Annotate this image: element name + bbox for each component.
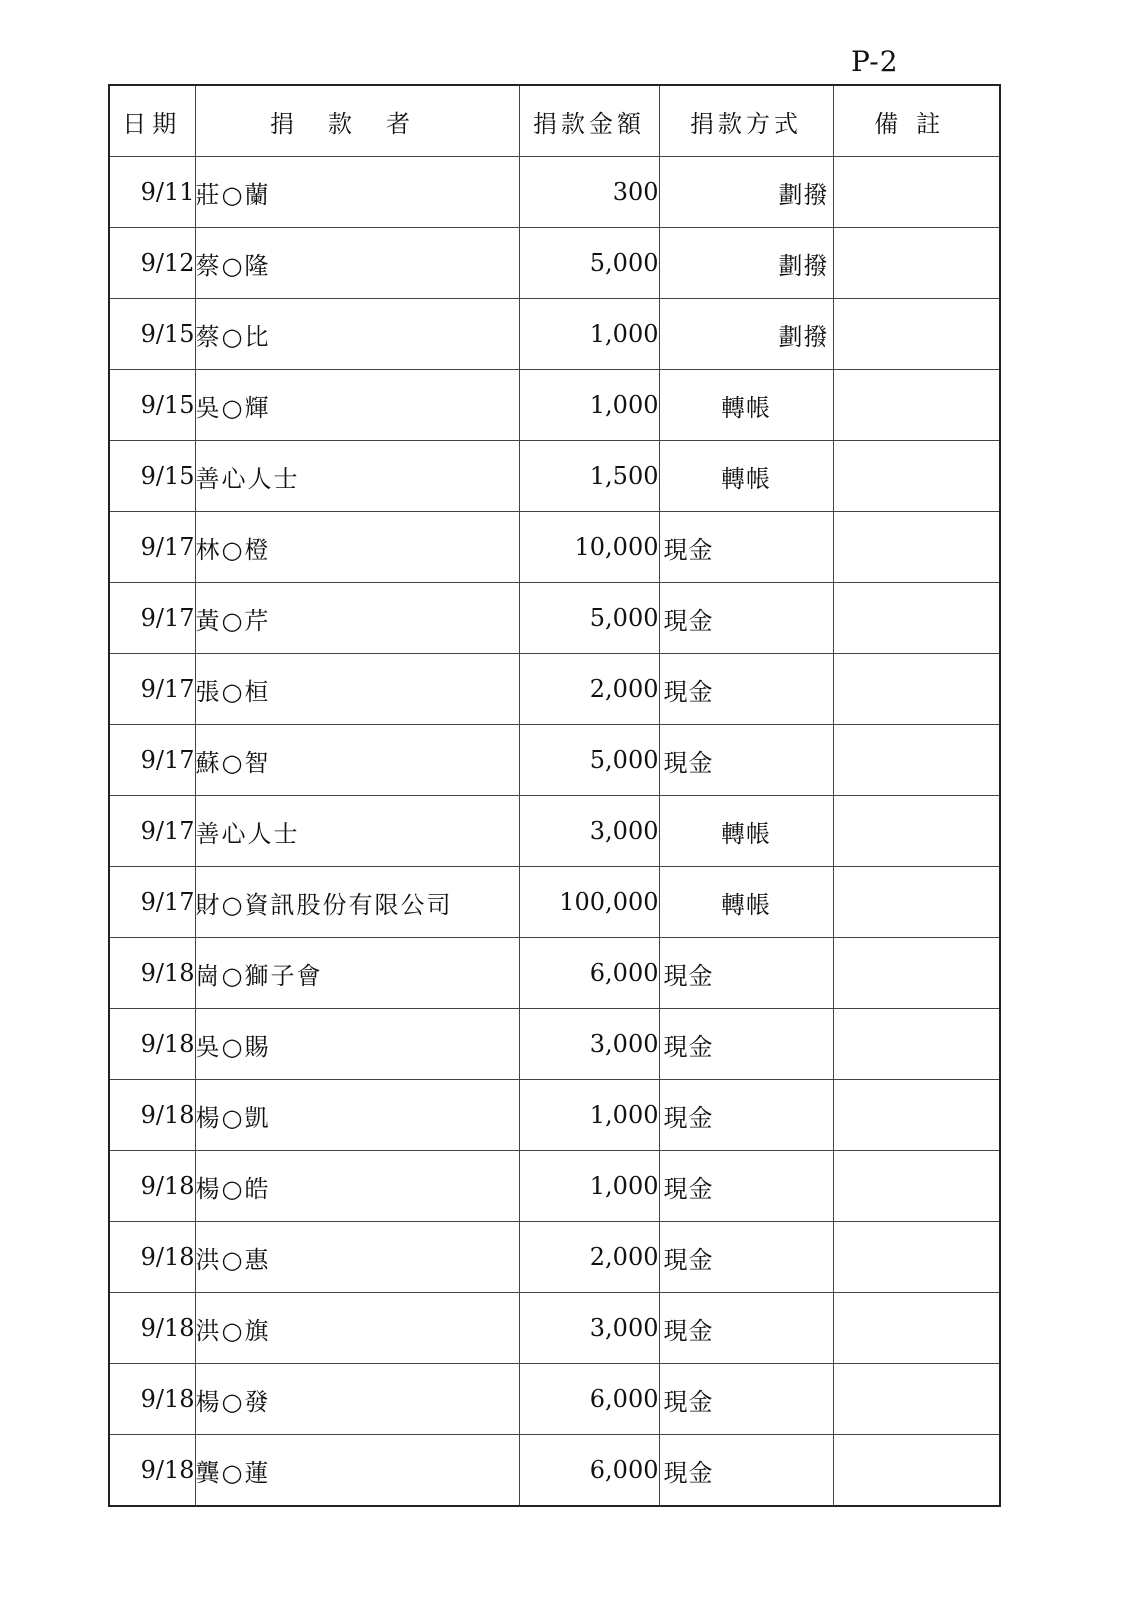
- amount-cell: 3,000: [519, 1293, 659, 1364]
- note-cell: [833, 512, 1000, 583]
- amount-cell: 300: [519, 157, 659, 228]
- table-row: [109, 512, 1000, 583]
- amount-cell: 3,000: [519, 1009, 659, 1080]
- date-cell: 9/18: [109, 1364, 195, 1435]
- table-row: [109, 654, 1000, 725]
- method-cell: 現金: [659, 583, 833, 654]
- note-cell: [833, 157, 1000, 228]
- header-note: 備註: [833, 85, 1000, 157]
- method-cell: 現金: [659, 725, 833, 796]
- note-cell: [833, 583, 1000, 654]
- method-cell: 現金: [659, 1080, 833, 1151]
- date-cell: 9/18: [109, 1009, 195, 1080]
- method-cell: 現金: [659, 512, 833, 583]
- donor-cell: 崗○獅子會: [195, 938, 519, 1009]
- note-cell: [833, 1151, 1000, 1222]
- date-cell: 9/15: [109, 370, 195, 441]
- note-cell: [833, 938, 1000, 1009]
- method-cell: 轉帳: [659, 796, 833, 867]
- date-cell: 9/18: [109, 1435, 195, 1507]
- table-row: [109, 867, 1000, 938]
- method-cell: 劃撥: [659, 299, 833, 370]
- donor-cell: 楊○皓: [195, 1151, 519, 1222]
- method-cell: 現金: [659, 1009, 833, 1080]
- donor-cell: 蘇○智: [195, 725, 519, 796]
- amount-cell: 6,000: [519, 938, 659, 1009]
- date-cell: 9/17: [109, 583, 195, 654]
- donor-cell: 黃○芹: [195, 583, 519, 654]
- donor-cell: 吳○賜: [195, 1009, 519, 1080]
- amount-cell: 1,000: [519, 370, 659, 441]
- note-cell: [833, 299, 1000, 370]
- date-cell: 9/17: [109, 512, 195, 583]
- donation-table: [108, 84, 1001, 1507]
- note-cell: [833, 725, 1000, 796]
- date-cell: 9/17: [109, 725, 195, 796]
- date-cell: 9/18: [109, 938, 195, 1009]
- method-cell: 現金: [659, 654, 833, 725]
- note-cell: [833, 867, 1000, 938]
- date-cell: 9/18: [109, 1080, 195, 1151]
- amount-cell: 1,000: [519, 1080, 659, 1151]
- donor-cell: 楊○凱: [195, 1080, 519, 1151]
- donor-cell: 善心人士: [195, 796, 519, 867]
- amount-cell: 1,000: [519, 299, 659, 370]
- amount-cell: 100,000: [519, 867, 659, 938]
- page-number: P-2: [851, 45, 899, 78]
- table-row: [109, 1151, 1000, 1222]
- amount-cell: 3,000: [519, 796, 659, 867]
- header-method: 捐款方式: [659, 85, 833, 157]
- method-cell: 轉帳: [659, 441, 833, 512]
- method-cell: 劃撥: [659, 228, 833, 299]
- note-cell: [833, 1364, 1000, 1435]
- amount-cell: 1,500: [519, 441, 659, 512]
- table-body: [109, 157, 1000, 1507]
- donor-cell: 林○橙: [195, 512, 519, 583]
- amount-cell: 6,000: [519, 1435, 659, 1507]
- method-cell: 現金: [659, 938, 833, 1009]
- note-cell: [833, 1222, 1000, 1293]
- note-cell: [833, 1080, 1000, 1151]
- table-header-row: [109, 85, 1000, 157]
- table-row: [109, 1293, 1000, 1364]
- table-row: [109, 1435, 1000, 1507]
- note-cell: [833, 796, 1000, 867]
- date-cell: 9/18: [109, 1151, 195, 1222]
- donor-cell: 張○桓: [195, 654, 519, 725]
- amount-cell: 6,000: [519, 1364, 659, 1435]
- method-cell: 轉帳: [659, 370, 833, 441]
- table-row: [109, 228, 1000, 299]
- note-cell: [833, 1009, 1000, 1080]
- amount-cell: 1,000: [519, 1151, 659, 1222]
- amount-cell: 5,000: [519, 228, 659, 299]
- method-cell: 現金: [659, 1293, 833, 1364]
- note-cell: [833, 370, 1000, 441]
- table-row: [109, 1009, 1000, 1080]
- date-cell: 9/17: [109, 796, 195, 867]
- note-cell: [833, 1293, 1000, 1364]
- amount-cell: 5,000: [519, 725, 659, 796]
- amount-cell: 5,000: [519, 583, 659, 654]
- method-cell: 劃撥: [659, 157, 833, 228]
- note-cell: [833, 228, 1000, 299]
- table-row: [109, 583, 1000, 654]
- method-cell: 現金: [659, 1222, 833, 1293]
- date-cell: 9/15: [109, 441, 195, 512]
- amount-cell: 10,000: [519, 512, 659, 583]
- header-date: 日期: [109, 85, 195, 157]
- date-cell: 9/18: [109, 1293, 195, 1364]
- amount-cell: 2,000: [519, 1222, 659, 1293]
- header-amount: 捐款金額: [519, 85, 659, 157]
- header-donor: 捐款者: [195, 85, 519, 157]
- date-cell: 9/15: [109, 299, 195, 370]
- donor-cell: 楊○發: [195, 1364, 519, 1435]
- table-row: [109, 1080, 1000, 1151]
- donor-cell: 洪○旗: [195, 1293, 519, 1364]
- method-cell: 現金: [659, 1364, 833, 1435]
- amount-cell: 2,000: [519, 654, 659, 725]
- date-cell: 9/17: [109, 654, 195, 725]
- donor-cell: 財○資訊股份有限公司: [195, 867, 519, 938]
- date-cell: 9/12: [109, 228, 195, 299]
- table-row: [109, 157, 1000, 228]
- note-cell: [833, 441, 1000, 512]
- donor-cell: 吳○輝: [195, 370, 519, 441]
- donor-cell: 蔡○比: [195, 299, 519, 370]
- donor-cell: 龔○蓮: [195, 1435, 519, 1507]
- table-row: [109, 1364, 1000, 1435]
- table-row: [109, 725, 1000, 796]
- donor-cell: 莊○蘭: [195, 157, 519, 228]
- date-cell: 9/18: [109, 1222, 195, 1293]
- note-cell: [833, 654, 1000, 725]
- table-row: [109, 796, 1000, 867]
- date-cell: 9/11: [109, 157, 195, 228]
- method-cell: 現金: [659, 1435, 833, 1507]
- donor-cell: 善心人士: [195, 441, 519, 512]
- date-cell: 9/17: [109, 867, 195, 938]
- method-cell: 轉帳: [659, 867, 833, 938]
- table-row: [109, 441, 1000, 512]
- table-row: [109, 299, 1000, 370]
- table-row: [109, 370, 1000, 441]
- donor-cell: 蔡○隆: [195, 228, 519, 299]
- table-row: [109, 938, 1000, 1009]
- note-cell: [833, 1435, 1000, 1507]
- donor-cell: 洪○惠: [195, 1222, 519, 1293]
- table-row: [109, 1222, 1000, 1293]
- method-cell: 現金: [659, 1151, 833, 1222]
